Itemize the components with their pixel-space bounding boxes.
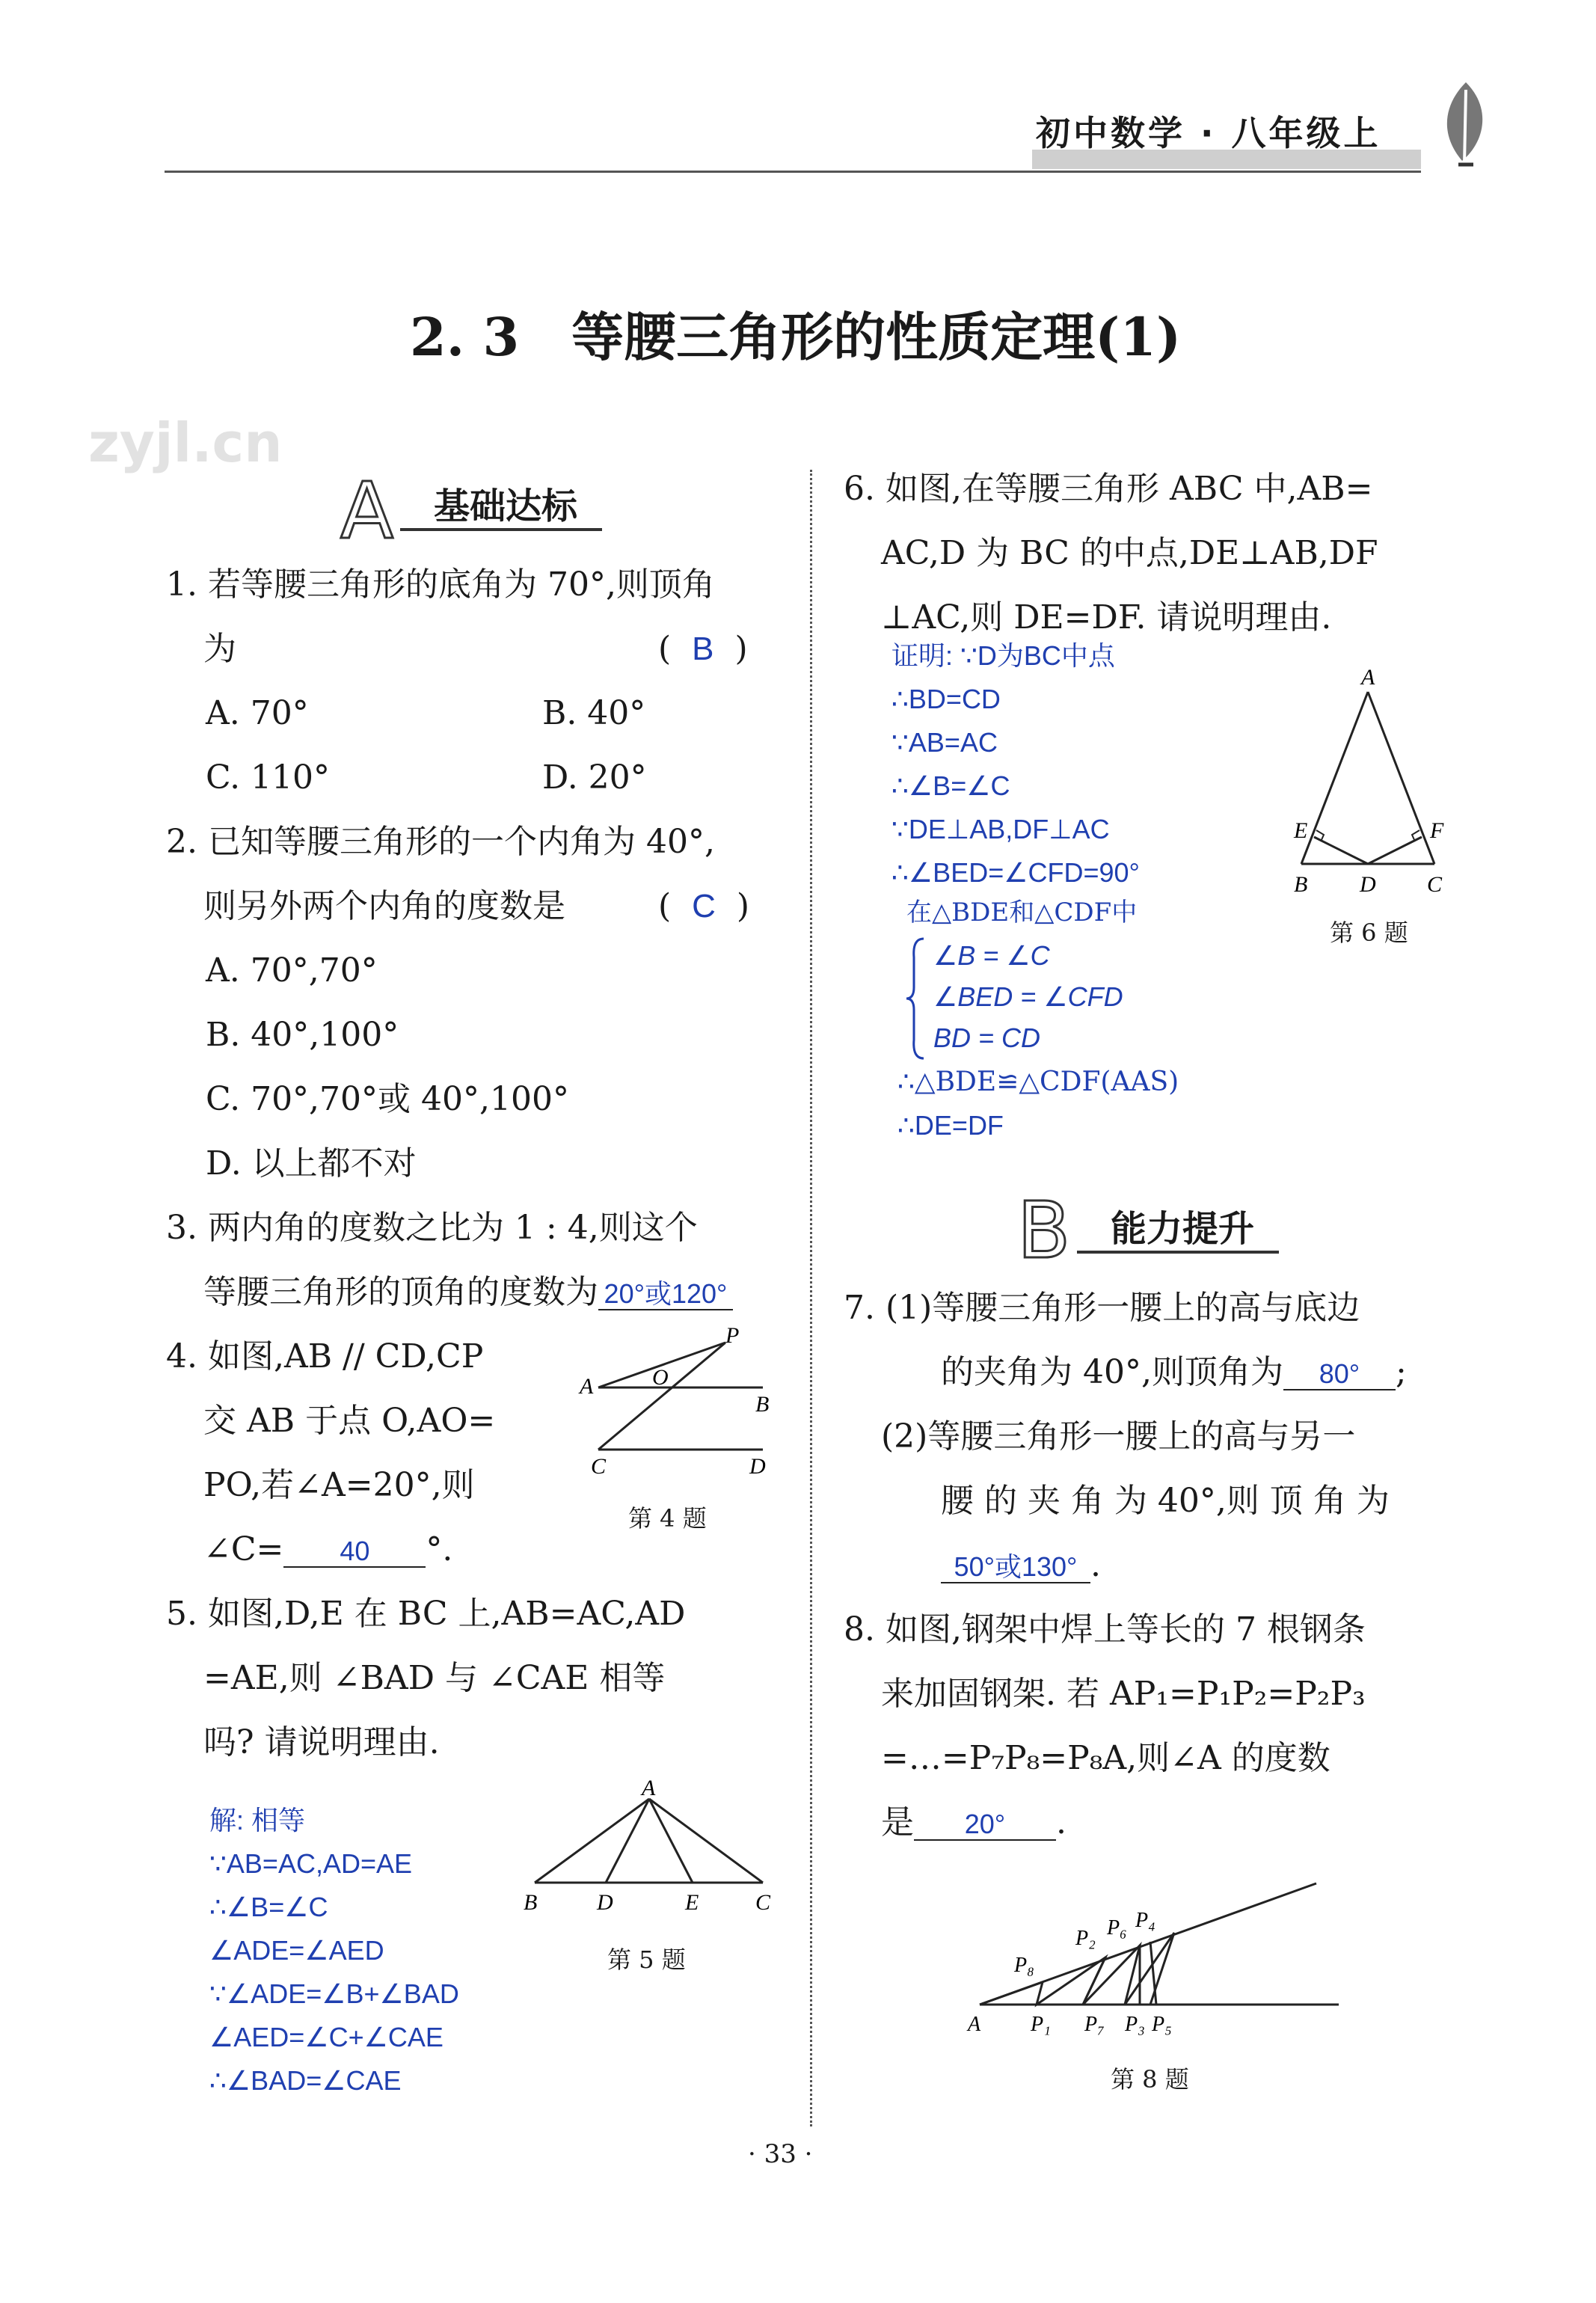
q6-sol-line: ∴BD=CD bbox=[891, 684, 1001, 714]
q4-line2: 交 AB 于点 O,AO= bbox=[203, 1402, 496, 1440]
watermark: zyjl.cn bbox=[88, 411, 283, 474]
q8-label-p3: P₃ bbox=[1125, 2013, 1145, 2036]
q5-sol-line: ∠ADE=∠AED bbox=[209, 1935, 384, 1966]
q1-stem-line2: 为 bbox=[203, 630, 236, 668]
q6-sol-line: ∵DE⊥AB,DF⊥AC bbox=[891, 814, 1110, 844]
q5-label-e: E bbox=[685, 1890, 699, 1915]
q7-p1-answer-blank: 80° bbox=[1283, 1359, 1396, 1390]
q4-label-p: P bbox=[725, 1328, 740, 1348]
q2-option-d: D. 以上都不对 bbox=[206, 1144, 417, 1183]
q6-sol-line: 证明: ∵D为BC中点 bbox=[891, 640, 1115, 671]
q5-solution bbox=[209, 1799, 459, 2103]
q4-label-b: B bbox=[755, 1392, 770, 1417]
q4-line-cp bbox=[598, 1343, 725, 1450]
q5-line3: 吗? 请说明理由. bbox=[203, 1723, 440, 1761]
q8-label-p2: P₂ bbox=[1075, 1927, 1096, 1950]
q8-answer-blank: 20° bbox=[914, 1809, 1056, 1841]
q6-solution bbox=[891, 634, 1140, 930]
q3-stem-text: 等腰三角形的顶角的度数为 bbox=[203, 1273, 598, 1311]
part-a-badge bbox=[340, 465, 610, 556]
q8-line2: 来加固钢架. 若 AP₁=P₁P₂=P₂P₃ bbox=[881, 1675, 1366, 1713]
q5-sol-line: ∵AB=AC,AD=AE bbox=[209, 1848, 413, 1879]
q4-label-c: C bbox=[591, 1454, 607, 1477]
q6-solution-end bbox=[897, 1061, 1179, 1147]
q7-p2-line1: (2)等腰三角形一腰上的高与另一 bbox=[881, 1417, 1356, 1456]
q1-answer: B bbox=[692, 631, 714, 667]
q5-sol-line: ∴∠BAD=∠CAE bbox=[209, 2065, 402, 2096]
q5-line-ad bbox=[606, 1799, 649, 1883]
part-b-title: 能力提升 bbox=[1111, 1208, 1255, 1250]
q1-option-d: D. 20° bbox=[542, 758, 647, 797]
q4-line4-suffix: °. bbox=[426, 1530, 453, 1568]
part-b-letter: B bbox=[1017, 1185, 1071, 1276]
q2-stem-line2: 则另外两个内角的度数是 bbox=[203, 887, 565, 925]
q6-line-df bbox=[1368, 837, 1422, 864]
q8-label-p8: P₈ bbox=[1014, 1954, 1034, 1977]
part-a-letter: A bbox=[340, 465, 394, 556]
column-divider bbox=[810, 470, 812, 2126]
q7-p2-line3 bbox=[941, 1533, 1101, 1598]
page-number: · 33 · bbox=[748, 2139, 813, 2169]
q5-line2: =AE,则 ∠BAD 与 ∠CAE 相等 bbox=[203, 1659, 666, 1697]
leaf-logo-icon bbox=[1428, 75, 1503, 172]
q1-option-b: B. 40° bbox=[542, 694, 646, 732]
q2-answer-bracket: ( C ) bbox=[658, 887, 750, 925]
q6-sol-line: 在△BDE和△CDF中 bbox=[906, 898, 1138, 927]
q4-figure bbox=[576, 1328, 785, 1477]
q6-sol-end-line: ∴△BDE≌△CDF(AAS) bbox=[897, 1067, 1179, 1097]
q5-line1: 5. 如图,D,E 在 BC 上,AB=AC,AD bbox=[166, 1595, 686, 1633]
q8-figure bbox=[965, 1870, 1354, 2049]
q5-label-d: D bbox=[597, 1890, 613, 1915]
q8-label-p7: P₇ bbox=[1084, 2013, 1105, 2036]
q4-line3: PO,若∠A=20°,则 bbox=[203, 1466, 475, 1504]
q3-stem-line2 bbox=[203, 1260, 733, 1325]
q6-brace-lines bbox=[933, 935, 1123, 1058]
q3-stem-line1: 3. 两内角的度数之比为 1 : 4,则这个 bbox=[166, 1209, 698, 1247]
q7-p1-end: ; bbox=[1395, 1353, 1407, 1391]
q1-option-c: C. 110° bbox=[206, 758, 331, 797]
part-b-badge bbox=[1017, 1185, 1286, 1276]
q6-sol-end-line: ∴DE=DF bbox=[897, 1110, 1004, 1141]
q6-brace-line: BD = CD bbox=[933, 1022, 1041, 1053]
q4-answer-blank: 40 bbox=[283, 1536, 426, 1568]
q6-line-ac bbox=[1368, 692, 1434, 864]
q4-line4-prefix: ∠C= bbox=[203, 1530, 284, 1568]
q6-label-a: A bbox=[1361, 665, 1375, 690]
q2-answer: C bbox=[692, 888, 716, 924]
q8-label-a: A bbox=[968, 2013, 981, 2036]
q5-sol-line: 解: 相等 bbox=[209, 1805, 306, 1836]
q5-sol-line: ∠AED=∠C+∠CAE bbox=[209, 2022, 443, 2052]
q6-line3: ⊥AC,则 DE=DF. 请说明理由. bbox=[881, 598, 1332, 637]
q2-option-b: B. 40°,100° bbox=[206, 1016, 399, 1054]
q5-label-c: C bbox=[755, 1890, 771, 1915]
q6-line1: 6. 如图,在等腰三角形 ABC 中,AB= bbox=[844, 470, 1373, 508]
q7-p1-line1: 7. (1)等腰三角形一腰上的高与底边 bbox=[844, 1289, 1360, 1327]
q6-line-de bbox=[1314, 837, 1368, 864]
q6-line-ab bbox=[1301, 692, 1368, 864]
q8-label-p5: P₅ bbox=[1152, 2013, 1172, 2036]
q3-answer-blank: 20°或120° bbox=[598, 1279, 733, 1310]
q6-sol-line: ∵AB=AC bbox=[891, 727, 998, 758]
q8-line4-prefix: 是 bbox=[881, 1803, 914, 1842]
q5-sol-line: ∴∠B=∠C bbox=[209, 1892, 328, 1922]
header-line bbox=[165, 171, 1421, 173]
q7-p1-line2 bbox=[941, 1340, 1407, 1405]
q8-figure-caption: 第 8 题 bbox=[1111, 2065, 1189, 2094]
q4-label-o: O bbox=[652, 1365, 669, 1390]
q6-figure-caption: 第 6 题 bbox=[1330, 919, 1408, 947]
q5-figure bbox=[516, 1776, 785, 1919]
q8-label-p4: P₄ bbox=[1135, 1909, 1155, 1932]
part-a-title: 基础达标 bbox=[434, 485, 578, 527]
q6-sol-line: ∴∠BED=∠CFD=90° bbox=[891, 857, 1140, 888]
q6-label-d: D bbox=[1360, 872, 1376, 897]
q8-line1: 8. 如图,钢架中焊上等长的 7 根钢条 bbox=[844, 1610, 1366, 1649]
q8-line4 bbox=[881, 1790, 1066, 1856]
q5-label-b: B bbox=[524, 1890, 538, 1915]
q6-label-f: F bbox=[1430, 818, 1444, 843]
q6-brace-line: ∠B = ∠C bbox=[933, 940, 1050, 971]
q7-p2-answer-blank: 50°或130° bbox=[941, 1552, 1090, 1583]
q6-line2: AC,D 为 BC 的中点,DE⊥AB,DF bbox=[881, 534, 1378, 572]
q6-brace-icon bbox=[905, 935, 927, 1062]
q2-option-a: A. 70°,70° bbox=[206, 951, 378, 990]
q4-label-d: D bbox=[749, 1454, 766, 1477]
q4-line4 bbox=[203, 1517, 452, 1583]
q7-p2-end: . bbox=[1090, 1546, 1101, 1584]
q8-line3: =…=P₇P₈=P₈A,则∠A 的度数 bbox=[881, 1739, 1330, 1777]
q5-line-ae bbox=[649, 1799, 693, 1883]
q5-line-ab bbox=[535, 1799, 649, 1883]
q5-label-a: A bbox=[642, 1776, 656, 1800]
q5-figure-caption: 第 5 题 bbox=[607, 1945, 686, 1974]
q6-brace-line: ∠BED = ∠CFD bbox=[933, 981, 1123, 1012]
section-title: 2. 3 等腰三角形的性质定理(1) bbox=[410, 306, 1182, 368]
q5-line-ac bbox=[649, 1799, 763, 1883]
q5-sol-line: ∵∠ADE=∠B+∠BAD bbox=[209, 1978, 459, 2009]
q8-line4-end: . bbox=[1056, 1803, 1066, 1842]
q6-label-c: C bbox=[1427, 872, 1443, 897]
q1-stem-line1: 1. 若等腰三角形的底角为 70°,则顶角 bbox=[166, 565, 715, 604]
q7-p2-line2: 腰 的 夹 角 为 40°,则 顶 角 为 bbox=[941, 1482, 1390, 1520]
q4-figure-caption: 第 4 题 bbox=[628, 1504, 707, 1533]
q4-label-a: A bbox=[580, 1374, 594, 1399]
q4-line1: 4. 如图,AB // CD,CP bbox=[166, 1337, 484, 1376]
q6-sol-line: ∴∠B=∠C bbox=[891, 770, 1010, 801]
q6-label-e: E bbox=[1294, 818, 1308, 843]
book-title: 初中数学 · 八年级上 bbox=[1036, 113, 1381, 153]
q2-stem-line1: 2. 已知等腰三角形的一个内角为 40°, bbox=[166, 823, 715, 861]
q2-option-c: C. 70°,70°或 40°,100° bbox=[206, 1080, 569, 1118]
q6-figure bbox=[1271, 658, 1466, 898]
q1-option-a: A. 70° bbox=[206, 694, 309, 732]
q8-label-p1: P₁ bbox=[1031, 2013, 1051, 2036]
q8-label-p6: P₆ bbox=[1107, 1916, 1127, 1939]
q7-p1-text: 的夹角为 40°,则顶角为 bbox=[941, 1353, 1283, 1391]
q6-label-b: B bbox=[1294, 872, 1308, 897]
q1-answer-bracket: ( B ) bbox=[658, 630, 748, 668]
